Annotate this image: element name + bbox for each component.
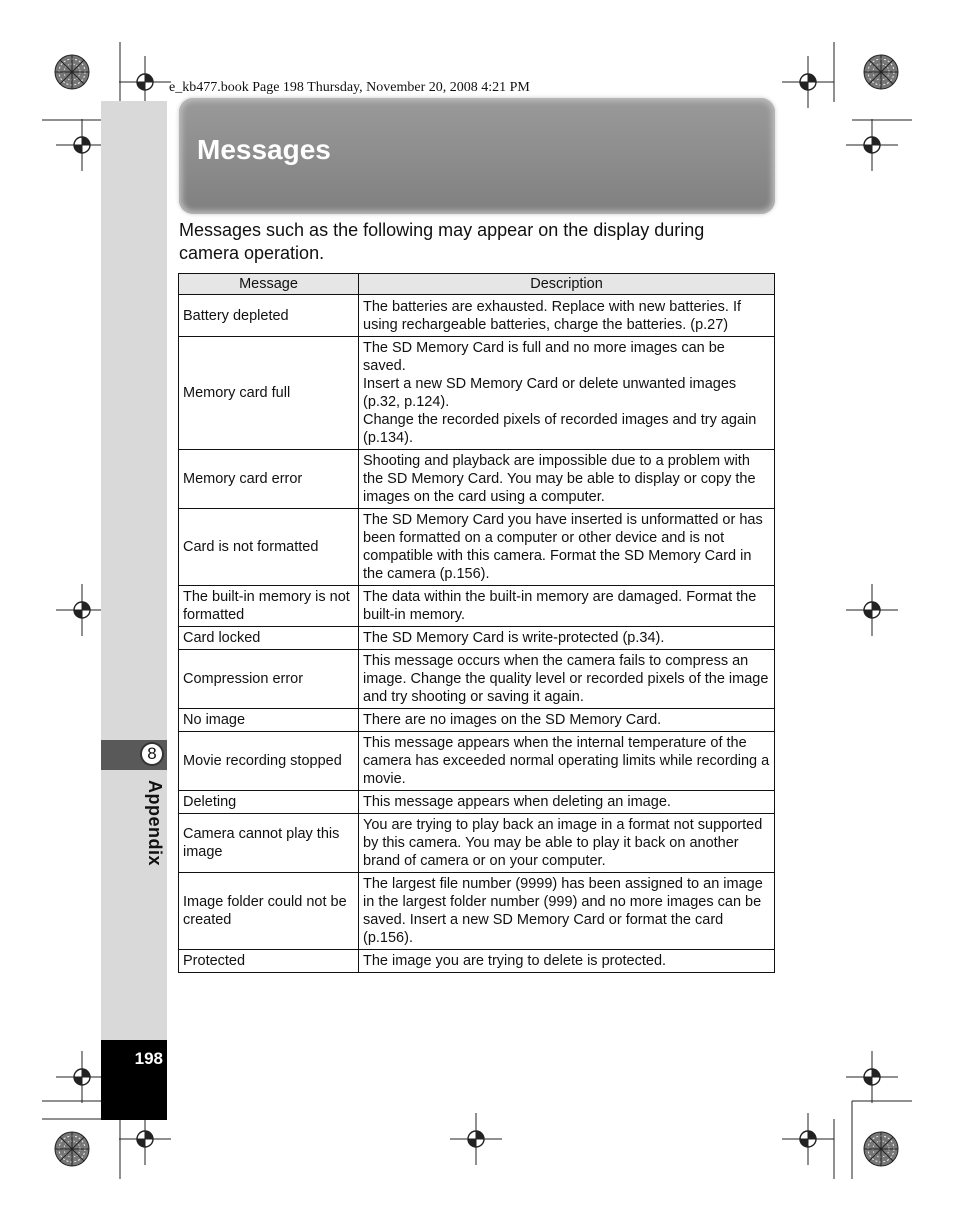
messages-table (178, 273, 775, 973)
message-cell: Protected (179, 950, 359, 973)
print-slug: e_kb477.book Page 198 Thursday, November 20, 2008 4:21 PM (169, 80, 530, 95)
description-cell: The largest file number (9999) has been assigned to an image in the largest folder number (999) and no more images can be saved. Insert a new SD Memory Card or format the card (p.156). (359, 873, 775, 950)
table-row (179, 791, 775, 814)
message-cell: Battery depleted (179, 295, 359, 337)
table-row (179, 337, 775, 450)
table-row (179, 732, 775, 791)
intro-paragraph: Messages such as the following may appear on the display during camera operation. (179, 220, 705, 263)
description-cell: The image you are trying to delete is protected. (359, 950, 775, 973)
table-row (179, 709, 775, 732)
message-cell: Camera cannot play this image (179, 814, 359, 873)
chapter-label: Appendix (145, 780, 165, 867)
table-row (179, 295, 775, 337)
table-row (179, 509, 775, 586)
page-title: Messages (197, 134, 331, 165)
message-cell: Memory card error (179, 450, 359, 509)
description-cell: Shooting and playback are impossible due to a problem with the SD Memory Card. You may be able to display or copy the images on the card using a computer. (359, 450, 775, 509)
description-cell: There are no images on the SD Memory Card. (359, 709, 775, 732)
chapter-number: 8 (140, 742, 164, 766)
message-cell: Movie recording stopped (179, 732, 359, 791)
column-header-description: Description (359, 274, 775, 295)
table-row (179, 950, 775, 973)
table-header-row (179, 274, 775, 295)
table-row (179, 627, 775, 650)
description-cell: This message occurs when the camera fails to compress an image. Change the quality level or recorded pixels of the image and try shooting or saving it again. (359, 650, 775, 709)
description-cell: The SD Memory Card is full and no more images can be saved. Insert a new SD Memory Card or delete unwanted images (p.32, p.124). Change the recorded pixels of recorded images and try again (p.134). (359, 337, 775, 450)
description-cell: The batteries are exhausted. Replace with new batteries. If using rechargeable batteries, charge the batteries. (p.27) (359, 295, 775, 337)
column-header-message: Message (179, 274, 359, 295)
description-cell: This message appears when deleting an image. (359, 791, 775, 814)
table-row (179, 650, 775, 709)
table-row (179, 586, 775, 627)
table-row (179, 450, 775, 509)
page-number: 198 (134, 1049, 163, 1068)
description-cell: This message appears when the internal temperature of the camera has exceeded normal operating limits while recording a movie. (359, 732, 775, 791)
message-cell: Memory card full (179, 337, 359, 450)
side-band (101, 101, 167, 1120)
message-cell: Card is not formatted (179, 509, 359, 586)
description-cell: The SD Memory Card you have inserted is unformatted or has been formatted on a computer or other device and is not compatible with this camera. Format the SD Memory Card in the camera (p.156). (359, 509, 775, 586)
message-cell: Image folder could not be created (179, 873, 359, 950)
description-cell: The data within the built-in memory are damaged. Format the built-in memory. (359, 586, 775, 627)
message-cell: The built-in memory is not formatted (179, 586, 359, 627)
description-cell: You are trying to play back an image in a format not supported by this camera. You may be able to play it back on another brand of camera or on your computer. (359, 814, 775, 873)
table-row (179, 814, 775, 873)
message-cell: No image (179, 709, 359, 732)
message-cell: Card locked (179, 627, 359, 650)
description-cell: The SD Memory Card is write-protected (p.34). (359, 627, 775, 650)
table-row (179, 873, 775, 950)
message-cell: Deleting (179, 791, 359, 814)
message-cell: Compression error (179, 650, 359, 709)
